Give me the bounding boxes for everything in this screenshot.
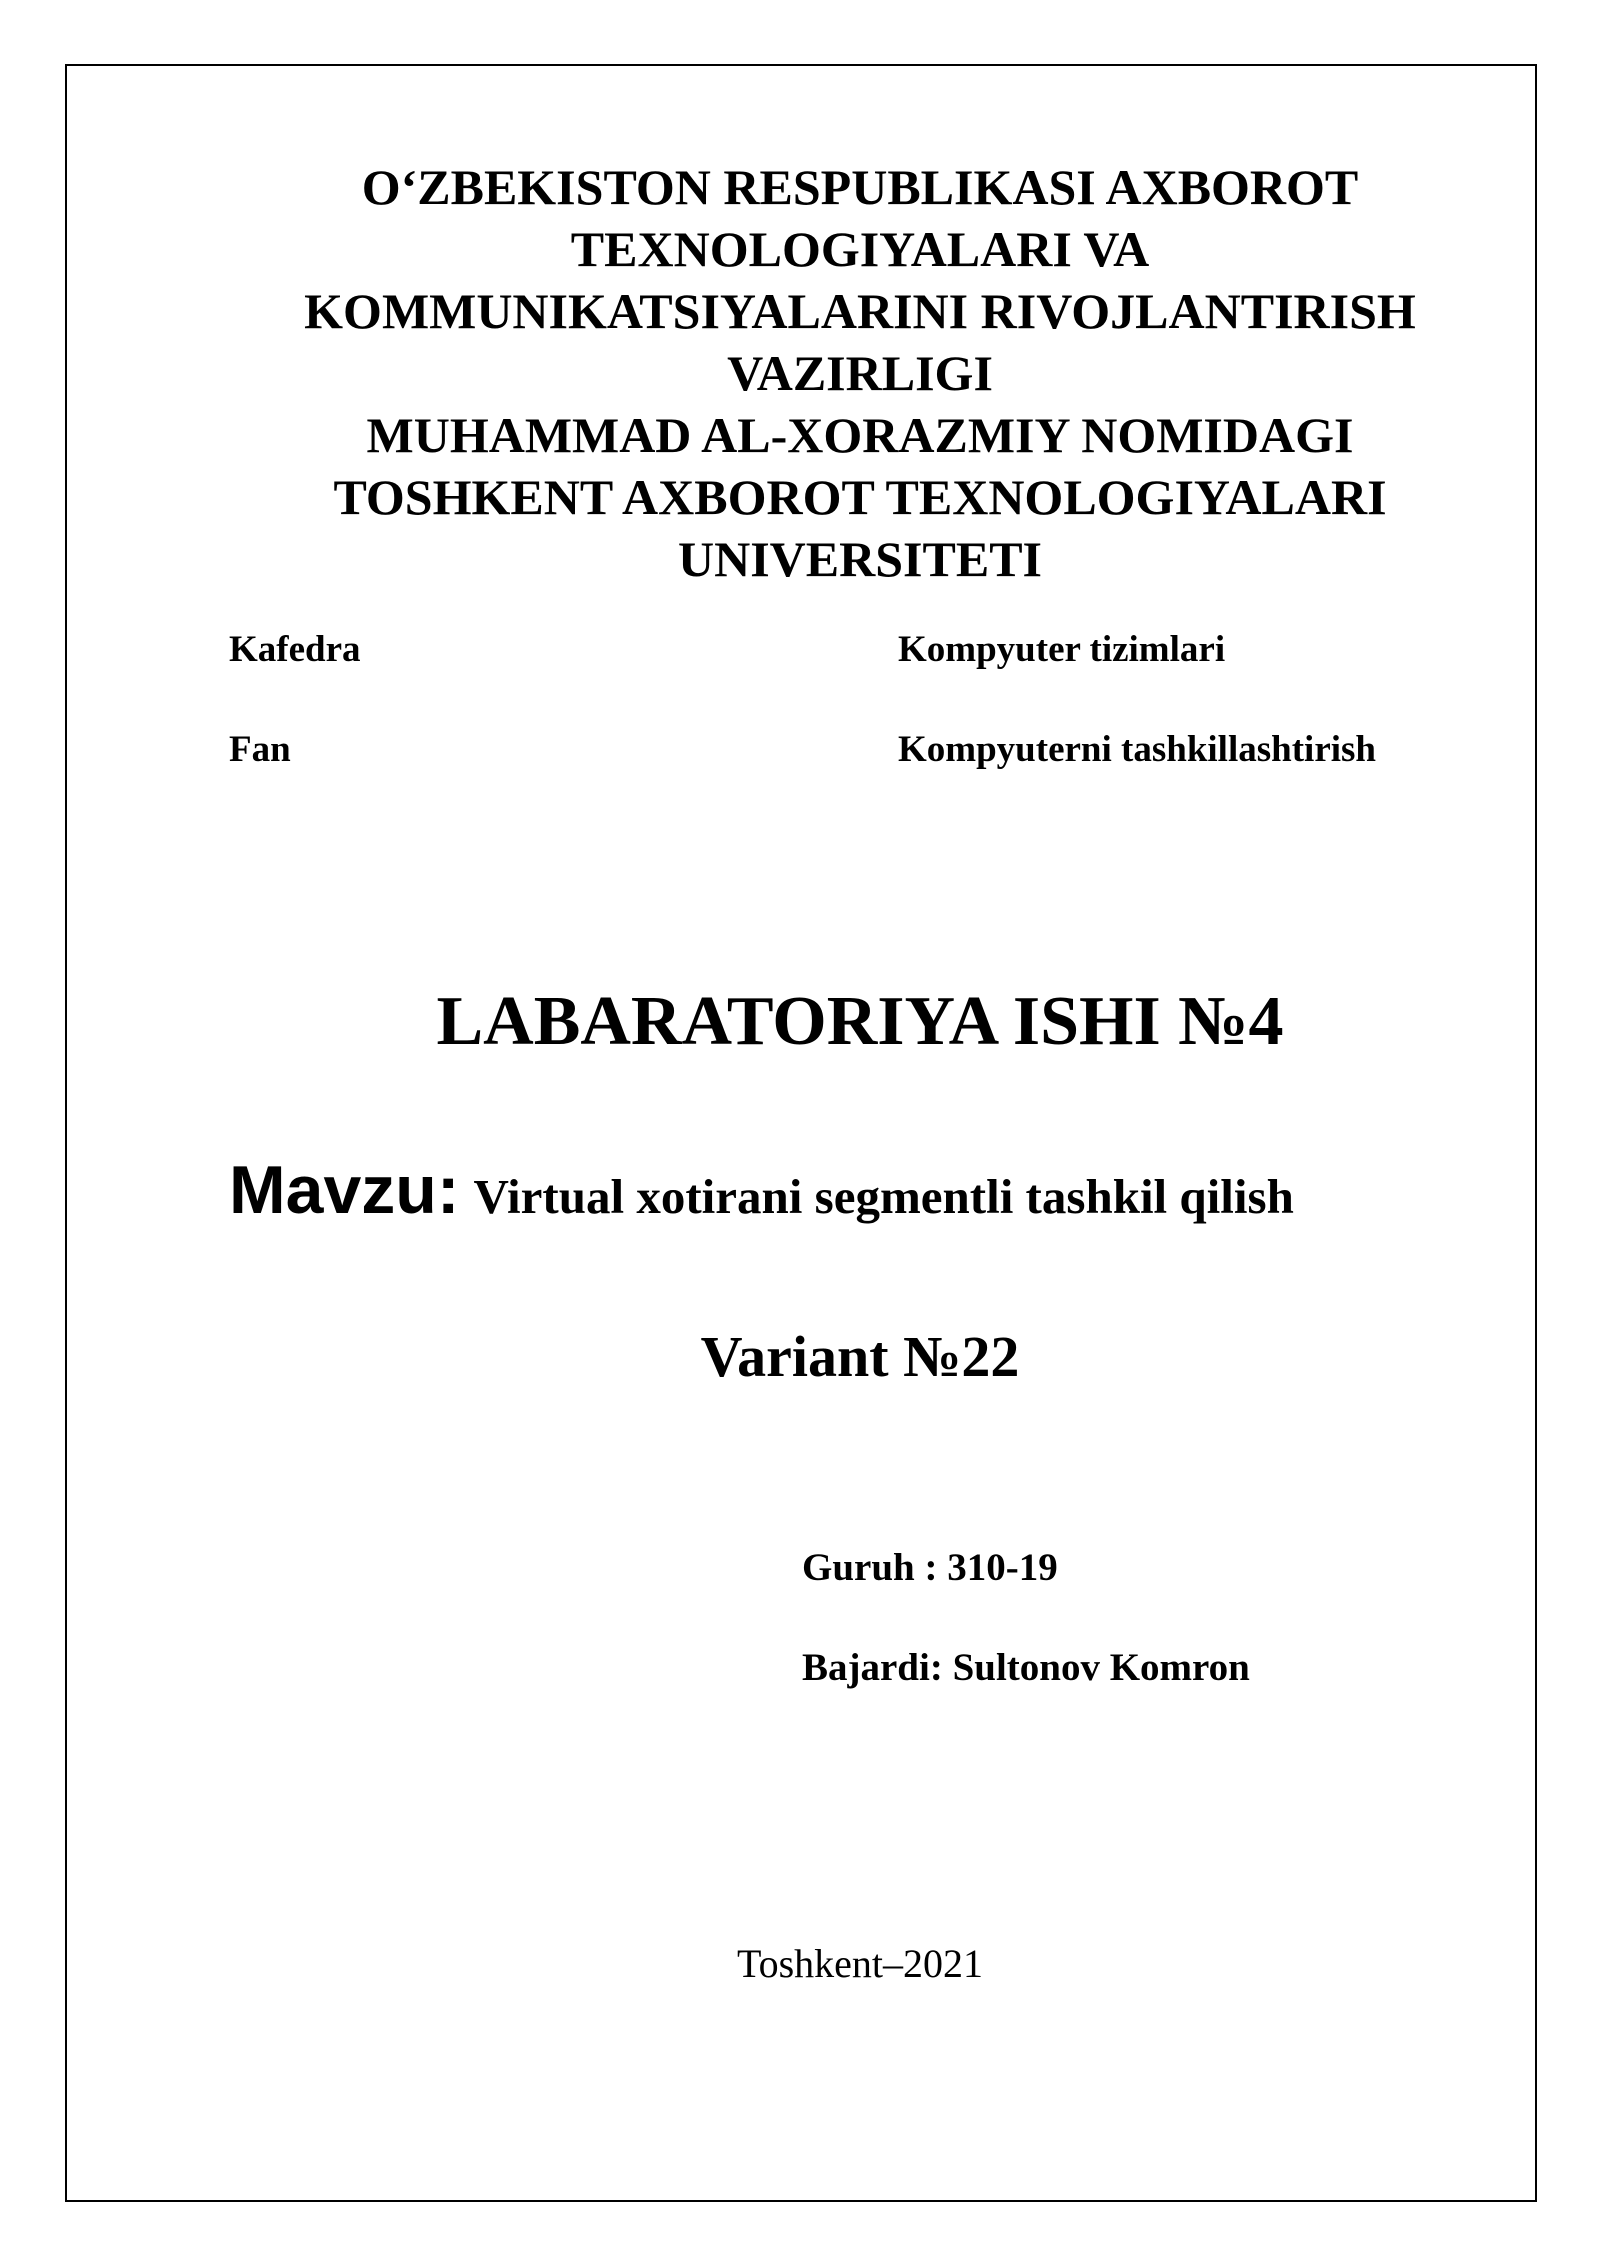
header-line: TEXNOLOGIYALARI VA <box>570 221 1150 277</box>
subject-value: Kompyuterni tashkillashtirish <box>898 729 1377 770</box>
topic-text: Virtual xotirani segmentli tashkil qilish <box>473 1169 1294 1224</box>
variant-title: Variant №22 <box>700 1324 1020 1389</box>
department-value: Kompyuter tizimlari <box>898 629 1226 670</box>
lab-title: LABARATORIYA ISHI №4 <box>436 983 1284 1060</box>
student-group: Guruh : 310-19 <box>802 1546 1058 1589</box>
student-performer: Bajardi: Sultonov Komron <box>802 1646 1250 1689</box>
header-line: VAZIRLIGI <box>727 345 993 401</box>
header-block <box>160 156 1560 590</box>
header-line: UNIVERSITETI <box>677 531 1042 587</box>
header-line: TOSHKENT AXBOROT TEXNOLOGIYALARI <box>333 469 1387 525</box>
header-line: O‘ZBEKISTON RESPUBLIKASI AXBOROT <box>361 159 1359 215</box>
header-line: MUHAMMAD AL-XORAZMIY NOMIDAGI <box>366 407 1354 463</box>
header-line: KOMMUNIKATSIYALARINI RIVOJLANTIRISH <box>304 283 1416 339</box>
city-year: Toshkent–2021 <box>736 1941 984 1986</box>
topic-line <box>229 1150 1294 1237</box>
topic-label: Mavzu: <box>229 1152 460 1228</box>
department-label: Kafedra <box>229 629 361 670</box>
subject-label: Fan <box>229 729 291 770</box>
